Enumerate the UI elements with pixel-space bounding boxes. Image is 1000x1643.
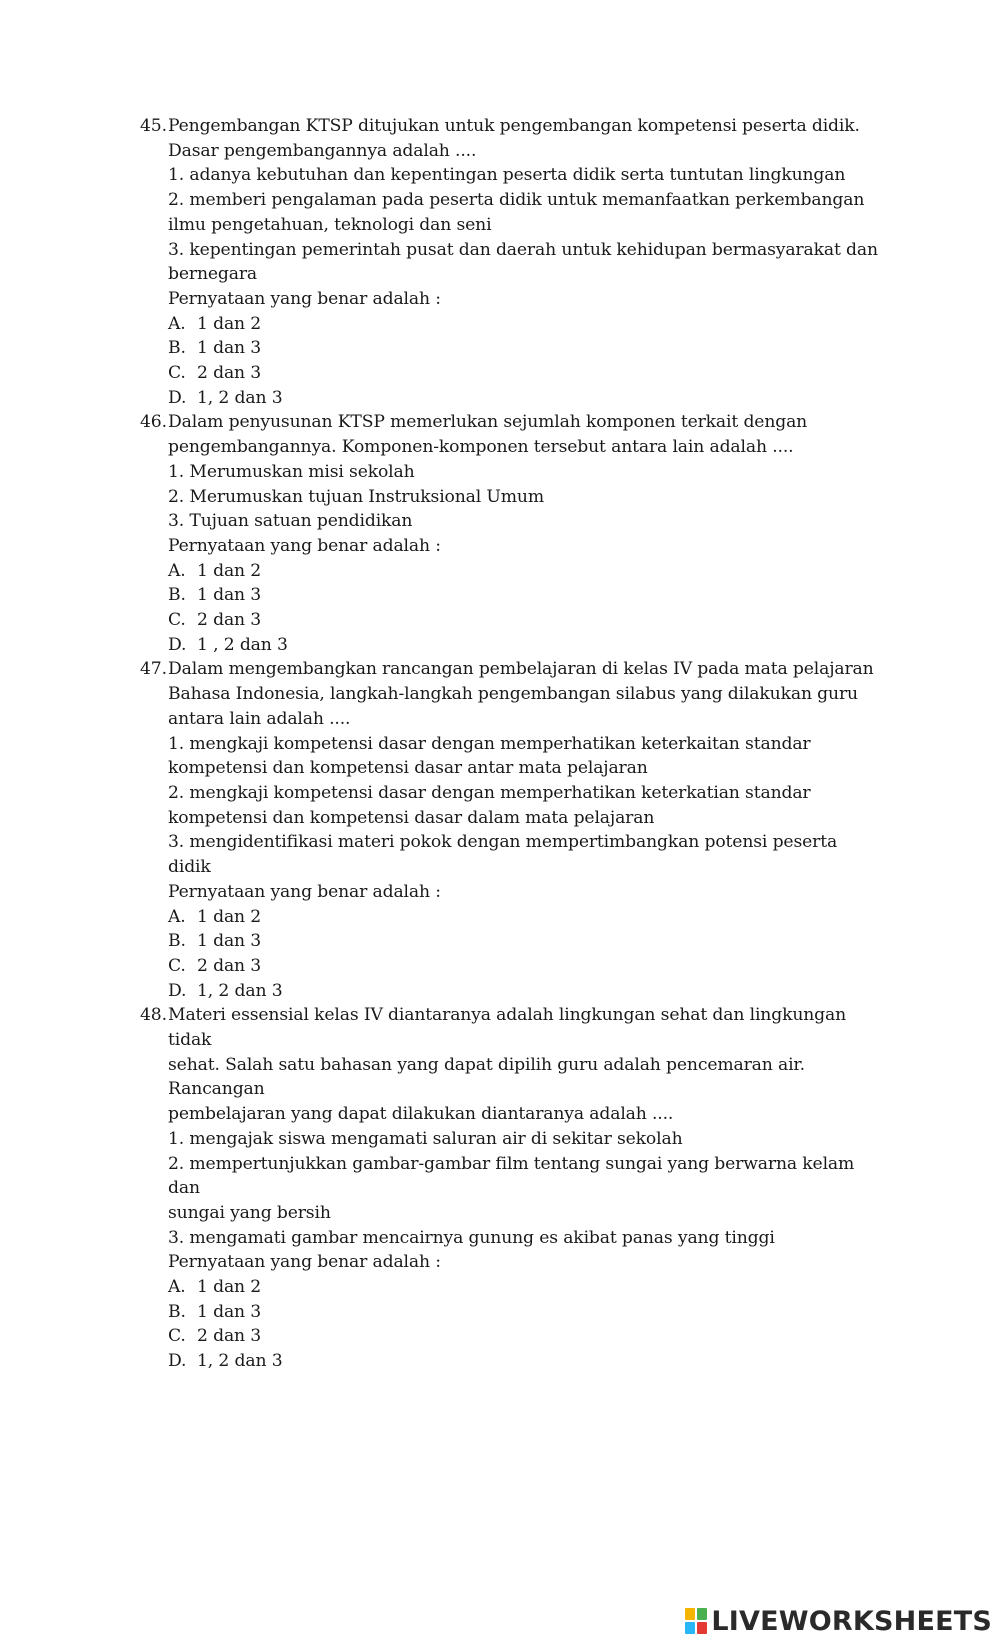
statement-line: sungai yang bersih [168, 1202, 331, 1223]
option-letter: C. [168, 955, 186, 976]
option-text: 1 dan 2 [197, 906, 262, 927]
statement-line: 2. mempertunjukkan gambar-gambar film tentang sungai yang berwarna kelam dan [168, 1153, 855, 1199]
question-list [140, 114, 880, 1374]
logo-block-2 [697, 1608, 707, 1620]
question-number: 45. [140, 116, 167, 136]
question-line: Dasar pengembangannya adalah .... [168, 140, 477, 161]
liveworksheets-logo-icon [684, 1607, 708, 1635]
question-line: pembelajaran yang dapat dilakukan diantaranya adalah .... [168, 1104, 674, 1125]
logo-text: LIVEWORKSHEETS [711, 1605, 992, 1637]
option-b[interactable] [168, 929, 880, 954]
option-text: 2 dan 3 [197, 363, 262, 384]
question-body [168, 114, 880, 410]
logo-block-1 [685, 1608, 695, 1620]
option-letter: A. [168, 313, 186, 334]
option-letter: D. [168, 634, 187, 655]
option-letter: D. [168, 387, 187, 408]
question-47 [140, 657, 880, 1003]
statement-line: 1. adanya kebutuhan dan kepentingan peserta didik serta tuntutan lingkungan [168, 165, 846, 186]
option-text: 1 dan 3 [197, 1301, 262, 1322]
question-body [168, 657, 880, 1003]
question-line: Dalam penyusunan KTSP memerlukan sejumlah komponen terkait dengan [168, 412, 808, 433]
prompt-line: Pernyataan yang benar adalah : [168, 288, 441, 309]
option-letter: C. [168, 363, 186, 384]
option-b[interactable] [168, 336, 880, 361]
option-letter: D. [168, 1351, 187, 1372]
statement-line: 3. mengidentifikasi materi pokok dengan mempertimbangkan potensi peserta didik [168, 832, 838, 878]
statement-line: 3. Tujuan satuan pendidikan [168, 511, 413, 532]
option-letter: B. [168, 585, 186, 606]
question-line: Bahasa Indonesia, langkah-langkah pengembangan silabus yang dilakukan guru [168, 684, 858, 705]
question-body [168, 410, 880, 657]
statement-line: kompetensi dan kompetensi dasar dalam mata pelajaran [168, 807, 655, 828]
option-a[interactable] [168, 905, 880, 930]
option-c[interactable] [168, 1324, 880, 1349]
prompt-line: Pernyataan yang benar adalah : [168, 1252, 441, 1273]
option-letter: B. [168, 338, 186, 359]
statement-line: ilmu pengetahuan, teknologi dan seni [168, 214, 492, 235]
option-text: 1, 2 dan 3 [197, 980, 283, 1001]
option-text: 1 , 2 dan 3 [197, 634, 288, 655]
option-c[interactable] [168, 361, 880, 386]
option-d[interactable] [168, 979, 880, 1004]
statement-line: kompetensi dan kompetensi dasar antar mata pelajaran [168, 758, 648, 779]
question-line: antara lain adalah .... [168, 708, 351, 729]
question-line: Materi essensial kelas IV diantaranya adalah lingkungan sehat dan lingkungan tidak [168, 1005, 847, 1051]
option-text: 1 dan 2 [197, 313, 262, 334]
option-a[interactable] [168, 312, 880, 337]
statement-line: bernegara [168, 264, 257, 285]
option-text: 1 dan 3 [197, 931, 262, 952]
question-number: 46. [140, 412, 167, 433]
option-letter: B. [168, 931, 186, 952]
statement-line: 3. kepentingan pemerintah pusat dan daerah untuk kehidupan bermasyarakat dan [168, 239, 878, 260]
question-number: 48. [140, 1005, 167, 1026]
option-letter: B. [168, 1301, 186, 1322]
option-b[interactable] [168, 1300, 880, 1325]
option-d[interactable] [168, 386, 880, 411]
option-text: 1 dan 2 [197, 560, 262, 581]
option-text: 2 dan 3 [197, 1326, 262, 1347]
liveworksheets-logo [684, 1603, 992, 1639]
prompt-line: Pernyataan yang benar adalah : [168, 881, 441, 902]
option-d[interactable] [168, 1349, 880, 1374]
option-c[interactable] [168, 954, 880, 979]
question-number: 47. [140, 659, 167, 680]
question-line: pengembangannya. Komponen-komponen tersebut antara lain adalah .... [168, 437, 794, 458]
option-b[interactable] [168, 583, 880, 608]
option-a[interactable] [168, 559, 880, 584]
option-letter: A. [168, 560, 186, 581]
option-letter: D. [168, 980, 187, 1001]
option-letter: C. [168, 1326, 186, 1347]
option-d[interactable] [168, 633, 880, 658]
question-48 [140, 1003, 880, 1374]
question-body [168, 1003, 880, 1374]
statement-line: 2. memberi pengalaman pada peserta didik untuk memanfaatkan perkembangan [168, 190, 865, 211]
logo-block-3 [685, 1622, 695, 1634]
question-line: Dalam mengembangkan rancangan pembelajaran di kelas IV pada mata pelajaran [168, 659, 874, 680]
option-text: 2 dan 3 [197, 610, 262, 631]
prompt-line: Pernyataan yang benar adalah : [168, 535, 441, 556]
option-text: 1 dan 3 [197, 338, 262, 359]
statement-line: 2. mengkaji kompetensi dasar dengan memperhatikan keterkatian standar [168, 782, 811, 803]
option-a[interactable] [168, 1275, 880, 1300]
question-45 [140, 114, 880, 410]
option-text: 1, 2 dan 3 [197, 387, 283, 408]
option-text: 1 dan 3 [197, 585, 262, 606]
logo-block-4 [697, 1622, 707, 1634]
question-46 [140, 410, 880, 657]
option-letter: A. [168, 906, 186, 927]
statement-line: 1. mengajak siswa mengamati saluran air di sekitar sekolah [168, 1128, 683, 1149]
option-text: 1 dan 2 [197, 1277, 262, 1298]
statement-line: 1. Merumuskan misi sekolah [168, 461, 415, 482]
question-line: Pengembangan KTSP ditujukan untuk pengembangan kompetensi peserta didik. [168, 116, 860, 136]
option-text: 1, 2 dan 3 [197, 1351, 283, 1372]
option-c[interactable] [168, 608, 880, 633]
statement-line: 3. mengamati gambar mencairnya gunung es akibat panas yang tinggi [168, 1227, 775, 1248]
statement-line: 1. mengkaji kompetensi dasar dengan memperhatikan keterkaitan standar [168, 733, 811, 754]
option-text: 2 dan 3 [197, 955, 262, 976]
option-letter: C. [168, 610, 186, 631]
option-letter: A. [168, 1277, 186, 1298]
question-line: sehat. Salah satu bahasan yang dapat dipilih guru adalah pencemaran air. Rancangan [168, 1054, 805, 1100]
statement-line: 2. Merumuskan tujuan Instruksional Umum [168, 486, 544, 507]
